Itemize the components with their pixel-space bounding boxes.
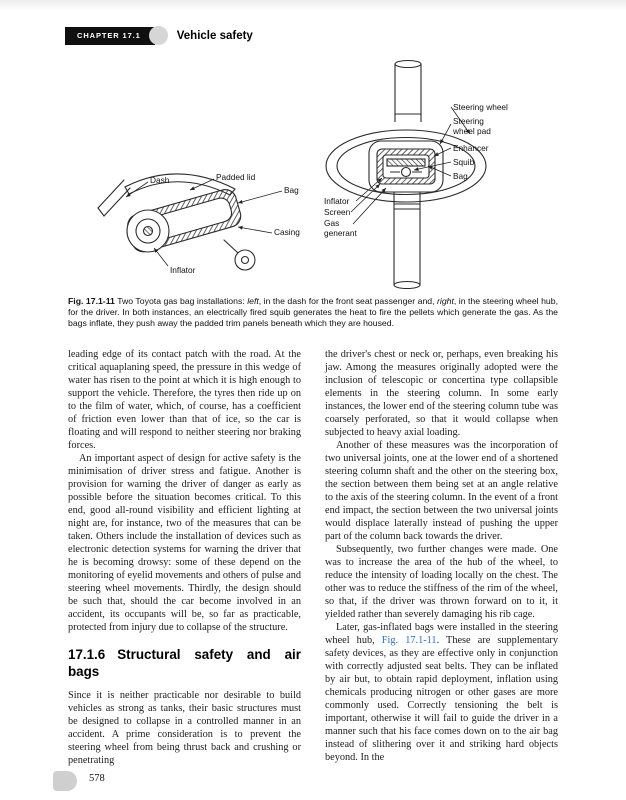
airbag-diagram-svg [68,56,558,294]
chapter-divider-circle [149,26,168,45]
left-column [68,348,301,767]
paragraph [325,621,558,764]
figure-illustration [68,56,558,294]
figure-label-padded-lid: Padded lid [216,172,256,182]
figure-label-enhancer: Enhancer [453,143,489,153]
caption-italic-right: right [437,296,454,306]
section-number: 17.1.6 [68,647,106,662]
figure-caption-number: Fig. 17.1-11 [68,296,115,306]
paragraph: the driver's chest or neck or, perhaps, even breaking his jaw. Among the measures originally adopted were the inclusion of telescopic or concertina type collapsible elements in the steering column. In some early instances, the lower end of the steering column tube was coarsely perforated, so that it would collapse when subjected to heavy axial loading. [325,349,558,438]
figure-label-steering-wheel: Steering wheel [453,102,508,112]
figure-label-gas-generant: Gas generant [324,218,357,238]
figure-label-steering-wheel-pad: Steering wheel pad [453,116,491,136]
figure-label-inflator-right: Inflator [324,196,350,206]
chapter-bar [65,27,155,45]
paragraph-text: Later, gas-inflated bags were installed in the steering wheel hub, [325,622,558,646]
paragraph: Another of these measures was the incorporation of two universal joints, one at the lower end of a shortened steering column shaft and the other on the steering box, the section between them being set at an angle relative to the axis of the steering column. In the event of a front end impact, the section between the two universal joints would displace laterally instead of pushing the upper part of the column back towards the driver. [325,440,558,542]
figure-label-bag-right: Bag [453,171,468,181]
right-column [325,348,558,767]
figure-label-inflator-left: Inflator [170,265,196,275]
figure-label-screen: Screen [324,207,351,217]
dash-airbag-drawing [98,174,255,270]
paragraph: Subsequently, two further changes were made. One was to increase the area of the hub of the wheel, to reduce the intensity of loading locally on the chest. The other was to reduce the stiffness of the rim of the wheel, so that, if the driver was thrown forward on to it, it yielded rather than severely damaging his rib cage. [325,544,558,620]
chapter-label: CHAPTER 17.1 [77,31,141,40]
chapter-header [65,26,253,45]
paragraph-text: . These are supplementary safety devices, as they are effective only in conjunction with correctly adjusted seat belts. They can be inflated by air but, to obtain rapid deployment, inflation using chemicals producing nitrogen or other gases are more commonly used. Correctly tensioning the belt is important, otherwise it will fail to guide the driver in a manner such that his face comes down on to the air bag instead of slithering over it and striking hard objects beyond. In the [325,635,558,763]
caption-text: , in the steering wheel hub, for the driver. In both instances, an electrically fired squib generates the heat to fire the pellets which generate the gas. As the bags inflate, they push away the padded trim panels beneath which they are housed. [68,296,558,329]
page-top-edge [0,0,626,10]
figure-reference-link[interactable]: Fig. 17.1-11 [381,635,437,646]
figure-label-squib: Squib [453,157,475,167]
section-title: Structural safety and air bags [68,647,301,679]
body-columns [68,348,558,767]
paragraph: Since it is neither practicable nor desirable to build vehicles as strong as tanks, their basic structures must be designed to collapse in a controlled manner in an accident. A prime consideration is to prevent the steering wheel from being thrust back and crushing or penetrating [68,690,301,766]
caption-text: , in the dash for the front seat passenger and, [258,296,437,306]
figure-label-bag-left: Bag [284,185,299,195]
paragraph: An important aspect of design for active safety is the minimisation of driver stress and fatigue. Another is provision for warning the driver of danger as early as possible before the situation becomes critical. To this end, good all-round visibility and efficient lighting at night are, for instance, two of the measures that can be taken. Others include the installation of devices such as electronic detection systems for warning the driver that he is becoming drowsy: some of these depend on the monitoring of eyelid movements and others of pulse and steering wheel movements. Thirdly, the design should be such that, should the car become involved in an accident, its occupants will be, so far as practicable, protected from injury due to collapse of the structure. [68,453,301,633]
caption-italic-left: left [247,296,259,306]
page-number: 578 [89,773,105,784]
chapter-title: Vehicle safety [176,29,253,42]
figure-label-dash: Dash [150,175,170,185]
figure-label-casing: Casing [274,227,300,237]
caption-text: Two Toyota gas bag installations: [114,296,248,306]
page-number-tab [53,771,77,791]
section-heading [68,647,301,680]
paragraph: leading edge of its contact patch with the road. At the critical aquaplaning speed, the pressure in this wedge of water has risen to the point at which it is high enough to support the vehicle. Therefore, the tyres then ride up on to the film of water, which, of course, has a coefficient of friction even lower than that of ice, so the car is floating and will respond to neither steering nor braking forces. [68,349,301,451]
figure-caption [68,296,558,330]
